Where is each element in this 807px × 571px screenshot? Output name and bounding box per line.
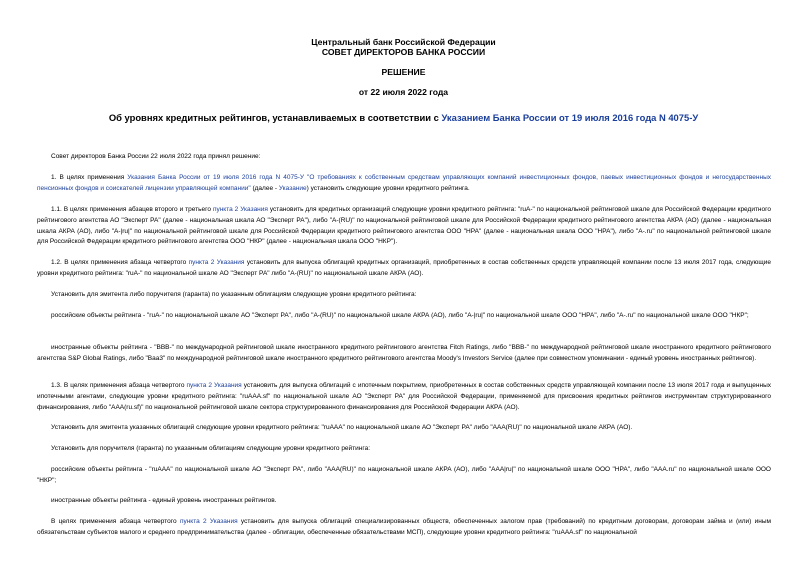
paragraph-msp	[37, 517, 771, 539]
paragraph-1-1-text-a: 1.1. В целях применения абзацев второго и третьего	[51, 206, 213, 213]
paragraph-emitent: Установить для эмитента либо поручителя (гаранта) по указанным облигациям следующие уровни кредитного рейтинга:	[51, 291, 417, 298]
paragraph-foreign-objects-2: иностранные объекты рейтинга - единый уровень иностранных рейтингов.	[51, 497, 277, 504]
paragraph-guarantor: Установить для поручителя (гаранта) по указанным облигациям следующие уровни кредитного рейтинга:	[51, 445, 371, 452]
document-title	[0, 112, 807, 124]
paragraph-1-2-text-a: 1.2. В целях применения абзаца четвертого	[51, 259, 189, 266]
punkt-2-link[interactable]: пункта 2 Указания	[188, 259, 245, 266]
paragraph-russian-objects-1: российские объекты рейтинга - "ruA-" по национальной шкале АО "Эксперт РА", либо "A-(RU)" по национальной шкале АКРА (АО), либо "A-|ru|" по национальной шкале ООО "НРА", либо "A-.ru" по национальной шкале ООО "НКР";	[51, 312, 749, 319]
paragraph-msp-text-a: В целях применения абзаца четвертого	[51, 518, 180, 525]
punkt-2-link[interactable]: пункта 2 Указания	[212, 206, 268, 213]
punkt-2-link[interactable]: пункта 2 Указания	[179, 518, 238, 525]
ukazanie-short-link[interactable]: Указание	[278, 184, 307, 192]
document-date: от 22 июля 2022 года	[358, 87, 449, 97]
paragraph-1-2	[37, 258, 771, 280]
bank-name: Центральный банк Российской Федерации	[311, 37, 496, 47]
title-prefix: Об уровнях кредитных рейтингов, устанавливаемых в соответствии с	[108, 112, 442, 123]
paragraph-1-3-text-a: 1.3. В целях применения абзаца четвертого	[51, 382, 187, 389]
paragraph-1-1-text-b: установить для кредитных организаций следующие уровни кредитного рейтинга: "ruA-" по национальной рейтинговой шкале для Российской Федерации кредитного рейтингового агентства АО "Эксперт РА" (далее - национальная шкала АО "Эксперт РА"), либо "A-(RU)" по национальной рейтинговой шкале для Российской Федерации кредитного рейтингового агентства АКРА (АО) (далее - национальная шкала АКРА (АО), либо "A-|ru|" по национальной рейтинговой шкале для Российской Федерации кредитного рейтингового агентства ООО "НРА" (далее - национальная шкала ООО "НРА"), либо "A-.ru" по национальной рейтинговой шкале для Российской Федерации кредитного рейтингового агентства ООО "НКР" (далее - национальная шкала ООО "НКР").	[37, 206, 771, 246]
board-name: СОВЕТ ДИРЕКТОРОВ БАНКА РОССИИ	[321, 47, 486, 57]
paragraph-1-3-text-b: установить для выпуска облигаций с ипотечным покрытием, приобретенных в состав собственных средств управляющей компании после 13 июля 2017 года и выпущенных ипотечными агентами, следующие уровни кредитного рейтинга: "ruAAA.sf" по национальной шкале АО "Эксперт РА" для Российской Федерации, применяемой для присвоения кредитных рейтингов инструментам структурированного финансирования, либо "AAA(ru.sf)" по национальной рейтинговой шкале сектора структурированного финансирования для Российской Федерации АКРА (АО).	[37, 382, 771, 411]
paragraph-emitent-2: Установить для эмитента указанных облигаций следующие уровни кредитного рейтинга: "ruAAA" по национальной шкале АО "Эксперт РА" либо "AAA(RU)" по национальной шкале АКРА (АО).	[51, 424, 633, 431]
paragraph-1-2-text-b: установить для выпуска облигаций кредитных организаций, приобретенных в состав собственных средств управляющей компании после 13 июля 2017 года, следующие уровни кредитного рейтинга: "ruA-" по национальной шкале АО "Эксперт РА" либо "A-(RU)" по национальной шкале АКРА (АО).	[37, 259, 771, 277]
document-type: РЕШЕНИЕ	[381, 67, 426, 77]
paragraph-1	[37, 173, 771, 195]
intro-paragraph: Совет директоров Банка России 22 июля 2022 года принял решение:	[51, 153, 261, 160]
paragraph-1-1	[37, 205, 771, 248]
paragraph-russian-objects-2: российские объекты рейтинга - "ruAAA" по национальной шкале АО "Эксперт РА", либо "AAA(RU)" по национальной шкале АКРА (АО), либо "AAA|ru|" по национальной шкале ООО "НРА", либо "AAA.ru" по национальной шкале ООО "НКР";	[37, 466, 771, 484]
punkt-2-link[interactable]: пункта 2 Указания	[186, 382, 242, 389]
title-link[interactable]: Указанием Банка России от 19 июля 2016 года N 4075-У	[441, 112, 699, 123]
paragraph-msp-text-b: установить для выпуска облигаций специализированных обществ, обеспеченных залогом прав (требований) по кредитным договорам, договорам займа и (или) иным обязательствам субъектов малого и среднего предпринимательства (далее - облигации, обеспеченные обязательствами МСП), следующие уровни кредитного рейтинга: "ruAAA.sf" по национальной	[37, 518, 771, 536]
ukazanie-full-link[interactable]: Указания Банка России от 19 июля 2016 года N 4075-У "О требованиях к собственным средствам управляющих компаний инвестиционных фондов, паевых инвестиционных фондов и негосударственных пенсионных фондов и соискателей лицензии управляющей компании"	[37, 174, 771, 192]
paragraph-1-3	[37, 381, 771, 413]
paragraph-foreign-objects-1: иностранные объекты рейтинга - "BBB-" по международной рейтинговой шкале иностранного кредитного рейтингового агентства Fitch Ratings, либо "BBB-" по международной рейтинговой шкале иностранного кредитного рейтингового агентства S&P Global Ratings, либо "Baa3" по международной рейтинговой шкале иностранного кредитного рейтингового агентства Moody's Investors Service (далее при совместном упоминании - единый уровень иностранных рейтингов).	[37, 344, 771, 362]
paragraph-1-text-a: 1. В целях применения	[51, 174, 128, 181]
paragraph-1-text-b: (далее -	[250, 184, 279, 192]
paragraph-1-text-c: ) установить следующие уровни кредитного рейтинга.	[306, 184, 470, 192]
